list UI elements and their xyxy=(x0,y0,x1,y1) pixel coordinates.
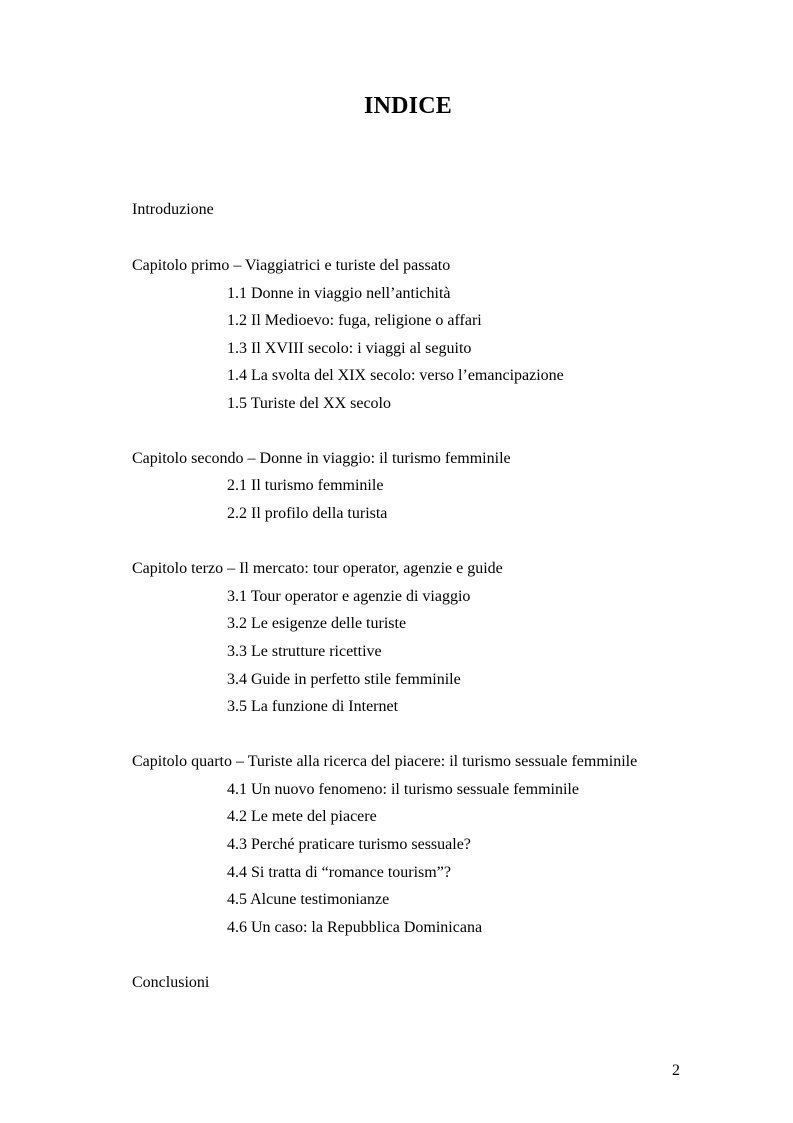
toc-section-4-3: 4.3 Perché praticare turismo sessuale? xyxy=(227,836,471,853)
toc-section-3-5: 3.5 La funzione di Internet xyxy=(227,698,399,715)
toc-section-4-5: 4.5 Alcune testimonianze xyxy=(227,891,390,908)
toc-chapter-3-title: Capitolo terzo – Il mercato: tour operator, agenzie e guide xyxy=(132,560,503,577)
toc-section-1-3: 1.3 Il XVIII secolo: i viaggi al seguito xyxy=(227,340,472,357)
toc-section-4-2: 4.2 Le mete del piacere xyxy=(227,808,377,825)
toc-section-3-1: 3.1 Tour operator e agenzie di viaggio xyxy=(227,588,471,605)
toc-conclusions: Conclusioni xyxy=(132,974,210,991)
toc-section-4-1: 4.1 Un nuovo fenomeno: il turismo sessuale femminile xyxy=(227,781,579,798)
toc-chapter-1-title: Capitolo primo – Viaggiatrici e turiste del passato xyxy=(132,257,451,274)
toc-introduction: Introduzione xyxy=(132,201,214,218)
toc-section-3-2: 3.2 Le esigenze delle turiste xyxy=(227,615,407,632)
toc-section-1-1: 1.1 Donne in viaggio nell’antichità xyxy=(227,285,451,302)
toc-section-1-5: 1.5 Turiste del XX secolo xyxy=(227,395,391,412)
page-number: 2 xyxy=(672,1062,680,1079)
toc-section-4-6: 4.6 Un caso: la Repubblica Dominicana xyxy=(227,919,483,936)
page-title: INDICE xyxy=(364,93,452,119)
toc-section-3-3: 3.3 Le strutture ricettive xyxy=(227,643,382,660)
toc-section-2-1: 2.1 Il turismo femminile xyxy=(227,477,384,494)
toc-section-4-4: 4.4 Si tratta di “romance tourism”? xyxy=(227,864,451,881)
toc-section-3-4: 3.4 Guide in perfetto stile femminile xyxy=(227,671,461,688)
toc-chapter-2-title: Capitolo secondo – Donne in viaggio: il turismo femminile xyxy=(132,450,511,467)
toc-chapter-4-title: Capitolo quarto – Turiste alla ricerca del piacere: il turismo sessuale femminile xyxy=(132,753,638,770)
toc-section-1-4: 1.4 La svolta del XIX secolo: verso l’emancipazione xyxy=(227,367,564,384)
toc-section-1-2: 1.2 Il Medioevo: fuga, religione o affari xyxy=(227,312,482,329)
toc-section-2-2: 2.2 Il profilo della turista xyxy=(227,505,388,522)
